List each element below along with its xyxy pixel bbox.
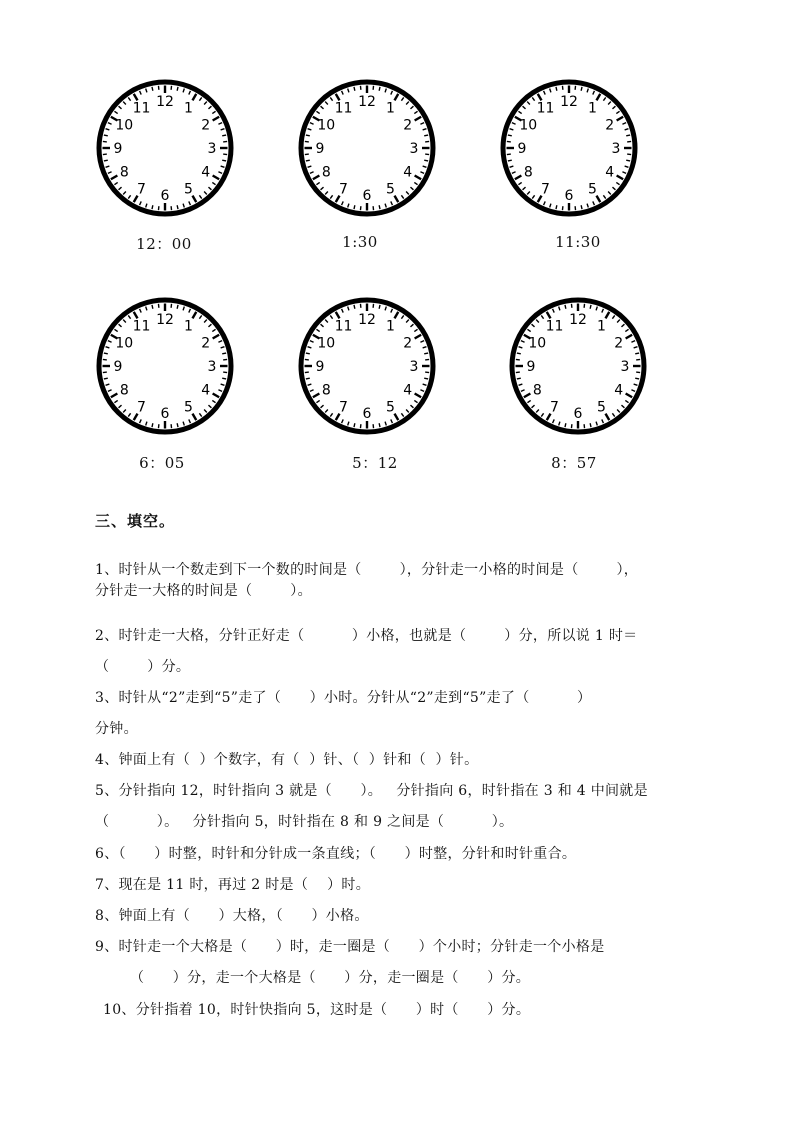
clock-face-1 — [94, 77, 236, 219]
minute-tick — [306, 353, 310, 354]
clock-number: 12 — [156, 312, 174, 328]
minute-tick — [424, 378, 428, 379]
clock-number: 9 — [517, 141, 527, 157]
minute-tick — [177, 87, 178, 91]
clock-number: 2 — [605, 117, 615, 134]
clock-number: 10 — [317, 117, 336, 134]
minute-tick — [354, 423, 355, 427]
minute-tick — [556, 205, 557, 209]
minute-tick — [152, 423, 153, 427]
minute-tick — [424, 135, 428, 136]
clock-number: 6 — [362, 406, 372, 422]
clock-time-label: 12：00 — [136, 235, 192, 253]
minute-tick — [565, 305, 566, 309]
clock-number: 6 — [362, 188, 372, 204]
minute-tick — [424, 353, 428, 354]
clock-face-5 — [296, 295, 438, 437]
minute-tick — [581, 87, 582, 91]
clock-number: 8 — [532, 382, 542, 399]
clock-number: 10 — [519, 117, 538, 134]
minute-tick — [379, 205, 380, 209]
clock-number: 5 — [184, 399, 193, 416]
section-title: 三、填空。 — [95, 512, 176, 530]
clock-face-6 — [507, 295, 649, 437]
question-1-line-2: 分针走一大格的时间是（ ）。 — [95, 583, 312, 599]
clock-number: 2 — [201, 117, 211, 134]
minute-tick — [590, 423, 591, 427]
clock-number: 12 — [358, 312, 376, 328]
clock-number: 1 — [184, 318, 193, 335]
clock-number: 10 — [115, 117, 134, 134]
clock-number: 3 — [409, 141, 419, 157]
clock-number: 10 — [115, 335, 134, 352]
clock-number: 9 — [315, 359, 325, 375]
minute-tick — [517, 378, 521, 379]
minute-tick — [626, 160, 630, 161]
minute-tick — [379, 87, 380, 91]
question-6: 6、（ ）时整，时针和分针成一条直线；（ ）时整，分针和时针重合。 — [95, 846, 577, 862]
clock-face-2 — [296, 77, 438, 219]
clock-number: 11 — [536, 100, 555, 117]
clock-number: 3 — [620, 359, 630, 375]
minute-tick — [152, 87, 153, 91]
minute-tick — [222, 353, 226, 354]
clock-number: 7 — [541, 181, 550, 198]
clock-number: 5 — [386, 399, 395, 416]
minute-tick — [104, 135, 108, 136]
minute-tick — [104, 378, 108, 379]
minute-tick — [152, 205, 153, 209]
question-1-line-1: 1、时针从一个数走到下一个数的时间是（ ），分针走一小格的时间是（ ）， — [95, 562, 639, 578]
clock-number: 7 — [550, 399, 559, 416]
clock-number: 4 — [605, 164, 615, 181]
minute-tick — [626, 135, 630, 136]
clock-number: 4 — [403, 382, 413, 399]
minute-tick — [306, 135, 310, 136]
minute-tick — [379, 423, 380, 427]
clock-time-label: 6：05 — [139, 454, 185, 472]
clock-number: 3 — [207, 141, 217, 157]
clock-number: 5 — [597, 399, 606, 416]
clock-face-3 — [498, 77, 640, 219]
clock-number: 11 — [132, 100, 151, 117]
minute-tick — [581, 205, 582, 209]
clock-number: 4 — [201, 164, 211, 181]
minute-tick — [177, 305, 178, 309]
clock-number: 11 — [545, 318, 564, 335]
minute-tick — [222, 135, 226, 136]
clock-number: 9 — [526, 359, 536, 375]
clock-number: 7 — [339, 399, 348, 416]
minute-tick — [379, 305, 380, 309]
question-3-line-2: 分钟。 — [95, 721, 138, 737]
clock-number: 6 — [564, 188, 574, 204]
minute-tick — [222, 160, 226, 161]
minute-tick — [177, 205, 178, 209]
clock-number: 9 — [113, 141, 123, 157]
clock-number: 7 — [137, 399, 146, 416]
minute-tick — [508, 135, 512, 136]
question-2-line-1: 2、时针走一大格，分针正好走（ ）小格，也就是（ ）分，所以说 1 时＝ — [95, 628, 638, 644]
clock-number: 11 — [132, 318, 151, 335]
clock-face-4 — [94, 295, 236, 437]
question-2-line-2: （ ）分。 — [95, 659, 191, 675]
minute-tick — [152, 305, 153, 309]
question-3-line-1: 3、时针从“2”走到“5”走了（ ）小时。分针从“2”走到“5”走了（ ） — [95, 690, 592, 706]
clock-time-label: 8：57 — [551, 454, 597, 472]
clock-number: 1 — [386, 318, 395, 335]
clock-number: 12 — [358, 94, 376, 110]
clock-number: 8 — [321, 164, 331, 181]
clock-time-label: 1:30 — [342, 233, 378, 251]
question-4: 4、钟面上有（ ）个数字，有（ ）针、（ ）针和（ ）针。 — [95, 752, 479, 768]
minute-tick — [354, 205, 355, 209]
clock-number: 5 — [386, 181, 395, 198]
clock-number: 2 — [201, 335, 211, 352]
clock-number: 5 — [184, 181, 193, 198]
minute-tick — [565, 423, 566, 427]
minute-tick — [306, 378, 310, 379]
clock-number: 1 — [386, 100, 395, 117]
question-10: 10、分针指着 10，时针快指向 5，这时是（ ）时（ ）分。 — [103, 1002, 531, 1018]
question-5-line-2: （ ）。 分针指向 5，时针指在 8 和 9 之间是（ ）。 — [95, 814, 514, 830]
clock-number: 1 — [184, 100, 193, 117]
clock-number: 12 — [569, 312, 587, 328]
clock-number: 1 — [597, 318, 606, 335]
clock-number: 8 — [119, 382, 129, 399]
question-9-line-2: （ ）分，走一个大格是（ ）分，走一圈是（ ）分。 — [130, 970, 531, 986]
minute-tick — [354, 87, 355, 91]
clock-time-label: 11:30 — [555, 233, 601, 251]
minute-tick — [424, 160, 428, 161]
clock-number: 12 — [156, 94, 174, 110]
clock-number: 10 — [317, 335, 336, 352]
clock-number: 11 — [334, 318, 353, 335]
question-5-line-1: 5、分针指向 12，时针指向 3 就是（ ）。 分针指向 6，时针指在 3 和 4 中间就是 — [95, 783, 648, 799]
clock-time-label: 5：12 — [352, 454, 398, 472]
minute-tick — [590, 305, 591, 309]
clock-number: 4 — [614, 382, 624, 399]
minute-tick — [306, 160, 310, 161]
clock-number: 3 — [207, 359, 217, 375]
minute-tick — [635, 353, 639, 354]
minute-tick — [104, 353, 108, 354]
clock-number: 7 — [137, 181, 146, 198]
clock-number: 6 — [573, 406, 583, 422]
clock-number: 12 — [560, 94, 578, 110]
clock-number: 10 — [528, 335, 547, 352]
clock-number: 3 — [409, 359, 419, 375]
clock-number: 2 — [403, 117, 413, 134]
question-7: 7、现在是 11 时，再过 2 时是（ ）时。 — [95, 877, 371, 893]
question-8: 8、钟面上有（ ）大格，（ ）小格。 — [95, 908, 369, 924]
clock-number: 2 — [403, 335, 413, 352]
clock-number: 9 — [113, 359, 123, 375]
minute-tick — [635, 378, 639, 379]
clock-number: 1 — [588, 100, 597, 117]
minute-tick — [177, 423, 178, 427]
minute-tick — [222, 378, 226, 379]
minute-tick — [354, 305, 355, 309]
minute-tick — [556, 87, 557, 91]
minute-tick — [508, 160, 512, 161]
clock-number: 5 — [588, 181, 597, 198]
clock-number: 9 — [315, 141, 325, 157]
minute-tick — [517, 353, 521, 354]
clock-number: 8 — [523, 164, 533, 181]
clock-number: 6 — [160, 188, 170, 204]
clock-number: 11 — [334, 100, 353, 117]
minute-tick — [104, 160, 108, 161]
clock-number: 4 — [201, 382, 211, 399]
clock-number: 2 — [614, 335, 624, 352]
clock-number: 3 — [611, 141, 621, 157]
clock-number: 7 — [339, 181, 348, 198]
question-9-line-1: 9、时针走一个大格是（ ）时，走一圈是（ ）个小时；分针走一个小格是 — [95, 939, 605, 955]
clock-number: 8 — [321, 382, 331, 399]
clock-number: 6 — [160, 406, 170, 422]
clock-number: 8 — [119, 164, 129, 181]
clock-number: 4 — [403, 164, 413, 181]
